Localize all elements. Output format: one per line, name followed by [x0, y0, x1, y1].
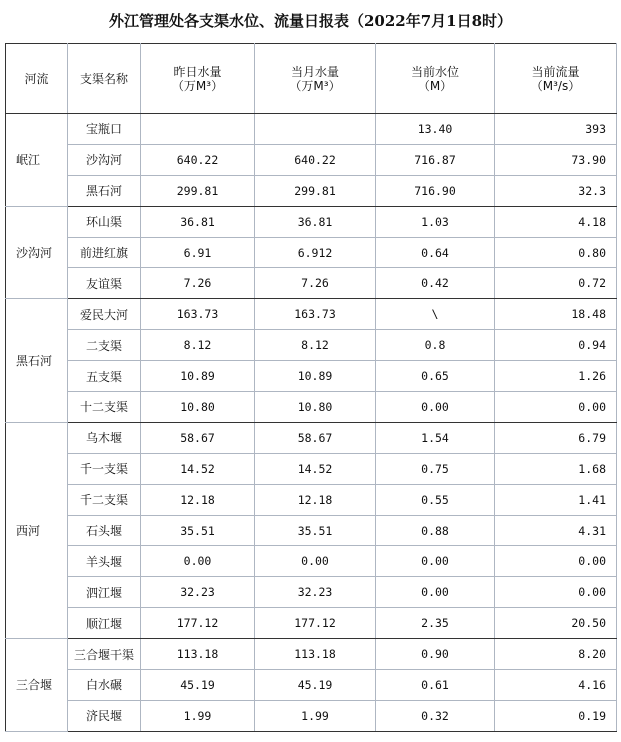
table-row	[6, 700, 617, 731]
cell-yesterday-volume[interactable]: 0.00	[141, 546, 255, 577]
cell-month-volume[interactable]: 7.26	[255, 268, 376, 299]
cell-flow-rate[interactable]: 0.72	[495, 268, 617, 299]
cell-water-level[interactable]: \	[376, 299, 495, 330]
cell-water-level[interactable]: 1.54	[376, 422, 495, 453]
header-month[interactable]: 当月水量 （万M³）	[255, 44, 376, 114]
cell-water-level[interactable]: 0.00	[376, 577, 495, 608]
cell-month-volume[interactable]: 0.00	[255, 546, 376, 577]
cell-month-volume[interactable]: 35.51	[255, 515, 376, 546]
cell-branch[interactable]: 泗江堰	[68, 577, 141, 608]
header-yesterday[interactable]: 昨日水量 （万M³）	[141, 44, 255, 114]
table-row	[6, 361, 617, 392]
cell-branch[interactable]: 宝瓶口	[68, 114, 141, 145]
cell-month-volume[interactable]: 113.18	[255, 639, 376, 670]
cell-month-volume[interactable]: 45.19	[255, 670, 376, 701]
report-title: 外江管理处各支渠水位、流量日报表（2022年7月1日8时）	[108, 12, 513, 30]
cell-branch[interactable]: 友谊渠	[68, 268, 141, 299]
header-branch[interactable]: 支渠名称	[68, 44, 141, 114]
table-row	[6, 484, 617, 515]
cell-yesterday-volume[interactable]: 1.99	[141, 700, 255, 731]
cell-branch[interactable]: 黑石河	[68, 175, 141, 206]
cell-water-level[interactable]: 0.32	[376, 700, 495, 731]
cell-yesterday-volume[interactable]: 58.67	[141, 422, 255, 453]
cell-branch[interactable]: 二支渠	[68, 330, 141, 361]
cell-flow-rate[interactable]: 393	[495, 114, 617, 145]
cell-branch[interactable]: 沙沟河	[68, 144, 141, 175]
cell-branch[interactable]: 爱民大河	[68, 299, 141, 330]
cell-flow-rate[interactable]: 0.00	[495, 577, 617, 608]
cell-flow-rate[interactable]: 0.00	[495, 546, 617, 577]
table-row	[6, 546, 617, 577]
cell-water-level[interactable]: 0.64	[376, 237, 495, 268]
cell-flow-rate[interactable]: 1.26	[495, 361, 617, 392]
cell-flow-rate[interactable]: 8.20	[495, 639, 617, 670]
cell-branch[interactable]: 十二支渠	[68, 392, 141, 423]
cell-flow-rate[interactable]: 1.68	[495, 453, 617, 484]
cell-flow-rate[interactable]: 4.31	[495, 515, 617, 546]
cell-month-volume[interactable]: 32.23	[255, 577, 376, 608]
cell-month-volume[interactable]	[255, 114, 376, 145]
cell-month-volume[interactable]: 8.12	[255, 330, 376, 361]
cell-yesterday-volume[interactable]: 45.19	[141, 670, 255, 701]
cell-yesterday-volume[interactable]: 10.89	[141, 361, 255, 392]
header-flow[interactable]: 当前流量 （M³/s）	[495, 44, 617, 114]
cell-yesterday-volume[interactable]: 36.81	[141, 206, 255, 237]
cell-yesterday-volume[interactable]: 10.80	[141, 392, 255, 423]
cell-month-volume[interactable]: 177.12	[255, 608, 376, 639]
cell-branch[interactable]: 千一支渠	[68, 453, 141, 484]
cell-branch[interactable]: 羊头堰	[68, 546, 141, 577]
table-row	[6, 330, 617, 361]
cell-yesterday-volume[interactable]: 35.51	[141, 515, 255, 546]
cell-month-volume[interactable]: 10.80	[255, 392, 376, 423]
cell-yesterday-volume[interactable]: 14.52	[141, 453, 255, 484]
cell-yesterday-volume[interactable]: 7.26	[141, 268, 255, 299]
cell-branch[interactable]: 济民堰	[68, 700, 141, 731]
cell-yesterday-volume[interactable]: 8.12	[141, 330, 255, 361]
header-river[interactable]: 河流	[6, 44, 68, 114]
cell-flow-rate[interactable]: 73.90	[495, 144, 617, 175]
table-row	[6, 608, 617, 639]
cell-river[interactable]: 三合堰	[6, 639, 68, 732]
cell-branch[interactable]: 石头堰	[68, 515, 141, 546]
cell-water-level[interactable]: 716.87	[376, 144, 495, 175]
cell-flow-rate[interactable]: 0.94	[495, 330, 617, 361]
report-table	[5, 43, 617, 732]
cell-water-level[interactable]: 716.90	[376, 175, 495, 206]
table-row	[6, 422, 617, 453]
cell-water-level[interactable]: 0.42	[376, 268, 495, 299]
cell-branch[interactable]: 白水碾	[68, 670, 141, 701]
table-row	[6, 144, 617, 175]
cell-water-level[interactable]: 0.55	[376, 484, 495, 515]
cell-yesterday-volume[interactable]: 6.91	[141, 237, 255, 268]
table-row	[6, 237, 617, 268]
cell-yesterday-volume[interactable]: 12.18	[141, 484, 255, 515]
table-row	[6, 453, 617, 484]
cell-month-volume[interactable]: 12.18	[255, 484, 376, 515]
cell-water-level[interactable]: 0.88	[376, 515, 495, 546]
table-row	[6, 670, 617, 701]
cell-water-level[interactable]: 13.40	[376, 114, 495, 145]
table-body	[6, 114, 617, 732]
cell-water-level[interactable]: 0.90	[376, 639, 495, 670]
cell-flow-rate[interactable]: 20.50	[495, 608, 617, 639]
header-level[interactable]: 当前水位 （M）	[376, 44, 495, 114]
cell-river[interactable]: 岷江	[6, 114, 68, 207]
cell-water-level[interactable]: 1.03	[376, 206, 495, 237]
cell-month-volume[interactable]: 640.22	[255, 144, 376, 175]
cell-yesterday-volume[interactable]: 640.22	[141, 144, 255, 175]
cell-water-level[interactable]: 0.00	[376, 392, 495, 423]
table-row	[6, 268, 617, 299]
cell-yesterday-volume[interactable]: 32.23	[141, 577, 255, 608]
cell-flow-rate[interactable]: 6.79	[495, 422, 617, 453]
table-row	[6, 577, 617, 608]
table-row	[6, 515, 617, 546]
cell-flow-rate[interactable]: 32.3	[495, 175, 617, 206]
cell-flow-rate[interactable]: 18.48	[495, 299, 617, 330]
cell-water-level[interactable]: 0.65	[376, 361, 495, 392]
table-row	[6, 299, 617, 330]
cell-flow-rate[interactable]: 4.18	[495, 206, 617, 237]
cell-yesterday-volume[interactable]: 177.12	[141, 608, 255, 639]
cell-yesterday-volume[interactable]: 299.81	[141, 175, 255, 206]
cell-branch[interactable]: 千二支渠	[68, 484, 141, 515]
table-row	[6, 206, 617, 237]
cell-yesterday-volume[interactable]: 163.73	[141, 299, 255, 330]
cell-month-volume[interactable]: 14.52	[255, 453, 376, 484]
cell-branch[interactable]: 三合堰干渠	[68, 639, 141, 670]
cell-yesterday-volume[interactable]	[141, 114, 255, 145]
cell-river[interactable]: 西河	[6, 422, 68, 638]
cell-month-volume[interactable]: 36.81	[255, 206, 376, 237]
header-row	[6, 44, 617, 114]
cell-branch[interactable]: 乌木堰	[68, 422, 141, 453]
cell-water-level[interactable]: 2.35	[376, 608, 495, 639]
cell-flow-rate[interactable]: 1.41	[495, 484, 617, 515]
table-row	[6, 639, 617, 670]
cell-branch[interactable]: 五支渠	[68, 361, 141, 392]
table-row	[6, 114, 617, 145]
cell-month-volume[interactable]: 58.67	[255, 422, 376, 453]
cell-water-level[interactable]: 0.00	[376, 546, 495, 577]
cell-water-level[interactable]: 0.8	[376, 330, 495, 361]
cell-month-volume[interactable]: 299.81	[255, 175, 376, 206]
cell-river[interactable]: 黑石河	[6, 299, 68, 423]
cell-water-level[interactable]: 0.61	[376, 670, 495, 701]
cell-branch[interactable]: 环山渠	[68, 206, 141, 237]
cell-yesterday-volume[interactable]: 113.18	[141, 639, 255, 670]
cell-month-volume[interactable]: 163.73	[255, 299, 376, 330]
cell-month-volume[interactable]: 1.99	[255, 700, 376, 731]
cell-month-volume[interactable]: 10.89	[255, 361, 376, 392]
cell-flow-rate[interactable]: 0.19	[495, 700, 617, 731]
table-row	[6, 392, 617, 423]
cell-flow-rate[interactable]: 0.00	[495, 392, 617, 423]
cell-month-volume[interactable]: 6.912	[255, 237, 376, 268]
cell-branch[interactable]: 前进红旗	[68, 237, 141, 268]
table-row	[6, 175, 617, 206]
cell-water-level[interactable]: 0.75	[376, 453, 495, 484]
cell-flow-rate[interactable]: 4.16	[495, 670, 617, 701]
cell-flow-rate[interactable]: 0.80	[495, 237, 617, 268]
cell-river[interactable]: 沙沟河	[6, 206, 68, 299]
cell-branch[interactable]: 顺江堰	[68, 608, 141, 639]
